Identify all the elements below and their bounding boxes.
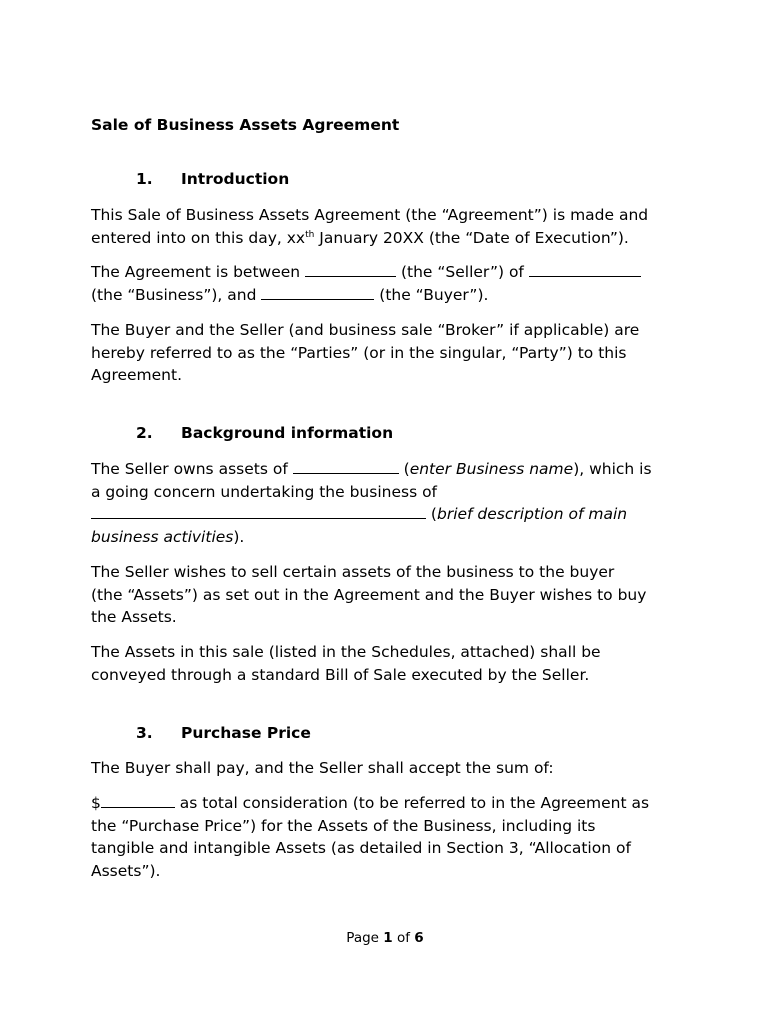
text-line: [91, 526, 691, 549]
intro-paragraph-3: [91, 319, 691, 387]
text-run: ), which is: [573, 460, 652, 478]
italic-hint: enter Business name: [409, 460, 574, 478]
text-run: The Seller owns assets of: [91, 460, 293, 478]
text-line: The Buyer and the Seller (and business sale “Broker” if applicable) are: [91, 321, 640, 339]
section-heading-purchase-price: [136, 722, 311, 744]
section-number: 3.: [136, 724, 153, 742]
text-line: The Assets in this sale (listed in the Schedules, attached) shall be: [91, 643, 601, 661]
text-run: (: [398, 460, 410, 478]
page-footer: [0, 928, 770, 948]
superscript: th: [305, 229, 315, 240]
background-paragraph-3: [91, 641, 691, 686]
text-run: (the “Buyer”).: [374, 285, 489, 304]
text-line: Assets”).: [91, 861, 161, 880]
buyer-name-blank[interactable]: [261, 285, 374, 300]
section-title: Background information: [181, 424, 394, 442]
text-line: The Seller wishes to sell certain assets of the business to the buyer: [91, 563, 615, 581]
text-line: conveyed through a standard Bill of Sale executed by the Seller.: [91, 665, 590, 684]
text-line: [91, 458, 691, 481]
total-pages-number: 6: [414, 930, 424, 946]
text-run: The Agreement is between: [91, 263, 306, 281]
text-run: ).: [233, 527, 245, 546]
section-number: 2.: [136, 424, 153, 442]
of-label: of: [392, 930, 415, 946]
background-paragraph-1: [91, 458, 691, 548]
text-run: (the “Business”), and: [91, 285, 262, 304]
current-page-number: 1: [383, 930, 393, 946]
text-line: [91, 261, 691, 284]
section-title: Introduction: [181, 170, 290, 188]
business-activities-blank[interactable]: [91, 504, 426, 519]
text-run: $: [91, 794, 101, 812]
business-name-blank[interactable]: [529, 262, 641, 277]
text-run: as total consideration (to be referred to in the Agreement as: [174, 794, 650, 812]
text-line: hereby referred to as the “Parties” (or in the singular, “Party”) to this: [91, 343, 627, 362]
seller-name-blank[interactable]: [305, 262, 396, 277]
text-line: the “Purchase Price”) for the Assets of the Business, including its: [91, 816, 596, 835]
text-line: the Assets.: [91, 608, 177, 627]
text-line: [91, 284, 691, 307]
intro-paragraph-2: [91, 261, 691, 306]
text-line: The Buyer shall pay, and the Seller shall accept the sum of:: [91, 759, 554, 777]
section-heading-introduction: [136, 168, 289, 190]
text-line: [91, 227, 691, 250]
text-line: Agreement.: [91, 366, 183, 385]
text-run: January 20XX (the “Date of Execution”).: [314, 228, 629, 247]
section-heading-background: [136, 422, 393, 444]
italic-hint: business activities: [91, 527, 234, 546]
purchase-amount-blank[interactable]: [101, 793, 175, 808]
purchase-paragraph-1: [91, 757, 691, 780]
text-run: entered into on this day, xx: [91, 228, 306, 247]
text-line: (the “Assets”) as set out in the Agreement and the Buyer wishes to buy: [91, 585, 647, 604]
background-paragraph-2: [91, 561, 691, 629]
text-line: [91, 503, 691, 526]
document-title: Sale of Business Assets Agreement: [91, 116, 400, 134]
italic-hint: brief description of main: [436, 505, 628, 524]
intro-paragraph-1: [91, 204, 691, 249]
page-label: Page: [346, 930, 384, 946]
text-run: (: [426, 505, 437, 524]
text-line: [91, 792, 691, 815]
text-run: (the “Seller”) of: [396, 263, 529, 281]
text-line: a going concern undertaking the business of: [91, 482, 438, 501]
section-title: Purchase Price: [181, 724, 311, 742]
business-name-blank[interactable]: [293, 459, 399, 474]
section-number: 1.: [136, 170, 153, 188]
text-line: tangible and intangible Assets (as detailed in Section 3, “Allocation of: [91, 839, 631, 858]
purchase-paragraph-2: [91, 792, 691, 882]
text-line: This Sale of Business Assets Agreement (the “Agreement”) is made and: [91, 206, 649, 224]
